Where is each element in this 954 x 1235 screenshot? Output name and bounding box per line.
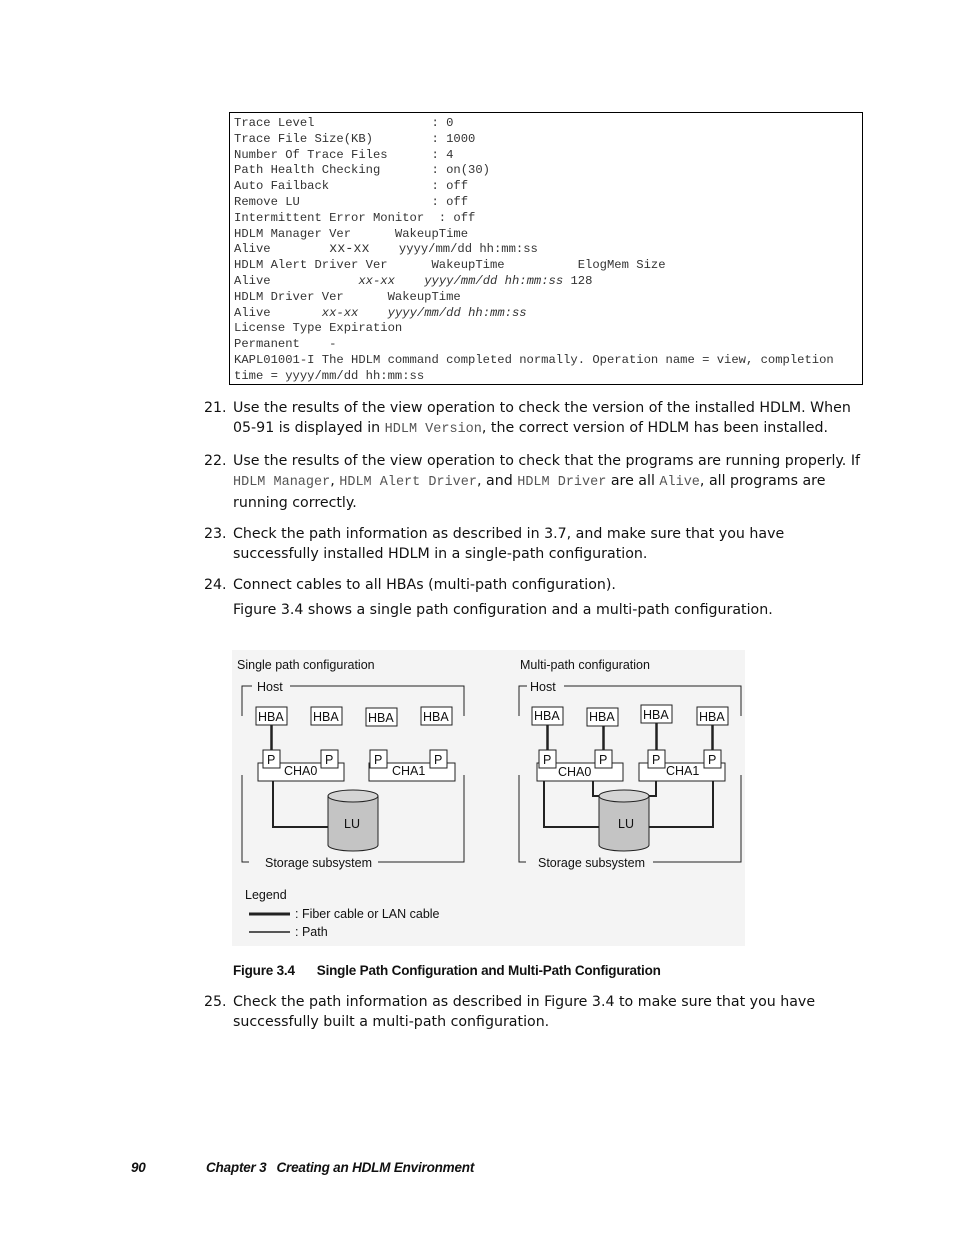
single-port-label: P <box>325 753 334 767</box>
code-line: HDLM Alert Driver Ver WakeupTime ElogMem Size <box>234 258 666 273</box>
multi-hba-label: HBA <box>699 710 725 724</box>
command-output-box <box>229 112 863 385</box>
code-line-manager-alive: Alive xx-xx yyyy/mm/dd hh:mm:ss <box>234 242 538 258</box>
step-23 <box>204 524 864 564</box>
multi-host-label: Host <box>530 680 556 694</box>
step-25 <box>204 992 864 1032</box>
multi-port-label: P <box>543 753 552 767</box>
code-line: HDLM Manager Ver WakeupTime <box>234 226 469 241</box>
step-24-paragraph: Figure 3.4 shows a single path configuration and a multi-path configuration. <box>233 602 773 618</box>
multi-hba-label: HBA <box>589 710 615 724</box>
step-list <box>204 398 864 606</box>
single-port-label: P <box>434 753 443 767</box>
code-line: Trace File Size(KB) : 1000 <box>234 131 476 146</box>
single-lu-label: LU <box>344 817 360 831</box>
step-text: Check the path information as described in Figure 3.4 to make sure that you have successfully built a multi-path configuration. <box>233 994 816 1030</box>
code-line: Permanent - <box>234 337 337 352</box>
code-line-alert-alive: Alive xx-xx yyyy/mm/dd hh:mm:ss 128 <box>234 273 593 288</box>
single-hba-label: HBA <box>423 710 449 724</box>
legend-fiber: : Fiber cable or LAN cable <box>295 907 440 921</box>
code-line: Number Of Trace Files : 4 <box>234 147 454 162</box>
step-21 <box>204 398 864 440</box>
multi-cha1-label: CHA1 <box>666 764 700 778</box>
code-line-message: KAPL01001-I The HDLM command completed normally. Operation name = view, completion time = yyyy/mm/dd hh:mm:ss <box>234 352 842 383</box>
step-number: 24. <box>204 577 227 593</box>
step-text: Check the path information as described in 3.7, and make sure that you have successfully installed HDLM in a single-path configuration. <box>233 526 785 562</box>
step-text: Connect cables to all HBAs (multi-path configuration). <box>233 577 616 593</box>
single-hba-label: HBA <box>313 710 339 724</box>
step-text: Use the results of the view operation to check the version of the installed HDLM. When 05-91 is displayed in HDLM Version, the correct version of HDLM has been installed. <box>233 400 851 437</box>
multi-port-label: P <box>652 753 661 767</box>
step-text: Use the results of the view operation to check that the programs are running properly. If HDLM Manager, HDLM Alert Driver, and HDLM Driver are all Alive, all programs are running correctly. <box>233 453 861 511</box>
legend-title: Legend <box>245 888 287 902</box>
code-line: Path Health Checking : on(30) <box>234 163 490 178</box>
caption-label: Figure 3.4 <box>233 963 295 978</box>
chapter-title: Creating an HDLM Environment <box>276 1160 475 1175</box>
single-host-label: Host <box>257 680 283 694</box>
step-number: 23. <box>204 526 227 542</box>
code-line-driver-alive: Alive xx-xx yyyy/mm/dd hh:mm:ss <box>234 305 527 320</box>
code-line: Trace Level : 0 <box>234 116 454 130</box>
step-22 <box>204 451 864 513</box>
step-number: 25. <box>204 994 227 1010</box>
code-line: License Type Expiration <box>234 321 403 336</box>
chapter-footer <box>206 1160 474 1175</box>
multi-title: Multi-path configuration <box>520 658 650 672</box>
code-line: Intermittent Error Monitor : off <box>234 210 476 225</box>
single-title: Single path configuration <box>237 658 375 672</box>
configuration-diagram <box>232 650 745 946</box>
step-number: 22. <box>204 453 227 469</box>
figure-path-configuration <box>232 650 745 946</box>
single-port-label: P <box>267 753 276 767</box>
single-storage-label: Storage subsystem <box>265 856 372 870</box>
caption-title: Single Path Configuration and Multi-Path Configuration <box>316 963 661 978</box>
multi-hba-label: HBA <box>643 708 669 722</box>
single-port-label: P <box>374 753 383 767</box>
legend-path: : Path <box>295 925 328 939</box>
step-number: 21. <box>204 400 227 416</box>
multi-lu-label: LU <box>618 817 634 831</box>
page-number: 90 <box>131 1160 146 1175</box>
step-list-continued <box>204 992 864 1043</box>
single-hba-label: HBA <box>258 710 284 724</box>
figure-caption <box>233 963 661 978</box>
multi-hba-label: HBA <box>534 709 560 723</box>
multi-cha0-label: CHA0 <box>558 765 592 779</box>
multi-port-label: P <box>708 753 717 767</box>
step-24 <box>204 575 864 595</box>
single-cha0-label: CHA0 <box>284 764 318 778</box>
code-line: Remove LU : off <box>234 194 469 209</box>
chapter-label: Chapter 3 <box>206 1160 267 1175</box>
single-cha1-label: CHA1 <box>392 764 426 778</box>
code-line: Auto Failback : off <box>234 179 469 194</box>
multi-storage-label: Storage subsystem <box>538 856 645 870</box>
code-line: HDLM Driver Ver WakeupTime <box>234 289 461 304</box>
single-hba-label: HBA <box>368 711 394 725</box>
multi-port-label: P <box>599 753 608 767</box>
